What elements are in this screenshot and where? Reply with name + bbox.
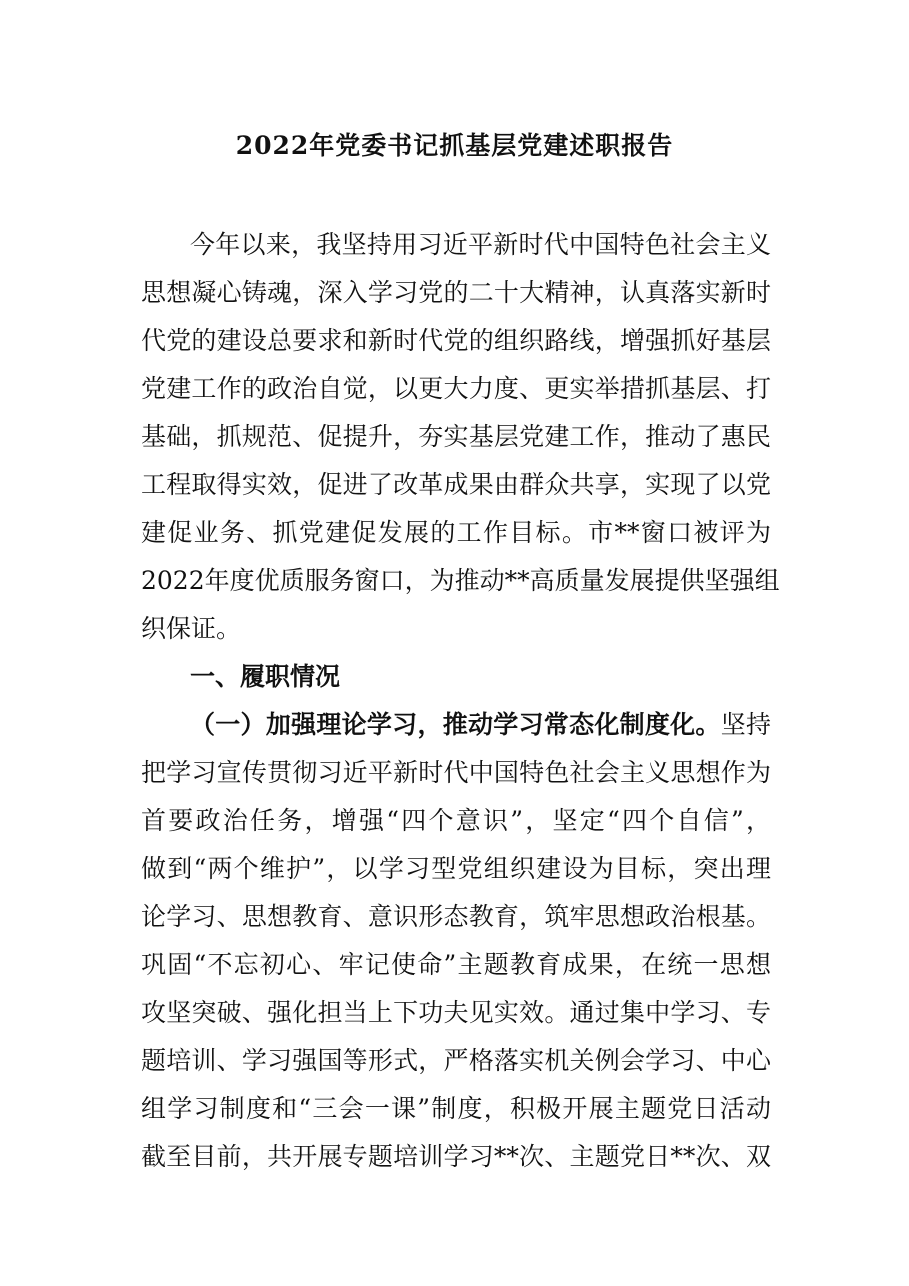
body-line: 攻坚突破、强化担当上下功夫见实效。通过集中学习、专 [141,998,771,1027]
body-line: 巩固“不忘初心、牢记使命”主题教育成果，在统一思想 [141,950,771,979]
intro-line: 思想凝心铸魂，深入学习党的二十大精神，认真落实新时 [141,278,771,307]
subsection-first-line-text: 坚持 [720,710,771,739]
document-title: 2022年党委书记抓基层党建述职报告 [235,131,674,160]
intro-line: 建促业务、抓党建促发展的工作目标。市**窗口被评为 [141,518,771,547]
body-line: 论学习、思想教育、意识形态教育，筑牢思想政治根基。 [141,902,771,931]
body-line: 截至目前，共开展专题培训学习**次、主题党日**次、双 [141,1142,771,1171]
section-heading: 一、履职情况 [190,662,341,691]
body-line: 做到“两个维护”，以学习型党组织建设为目标，突出理 [141,854,771,883]
intro-line: 代党的建设总要求和新时代党的组织路线，增强抓好基层 [141,326,771,355]
body-line: 题培训、学习强国等形式，严格落实机关例会学习、中心 [141,1046,771,1075]
subsection-heading: （一）加强理论学习，推动学习常态化制度化。 [190,710,721,739]
intro-line: 今年以来，我坚持用习近平新时代中国特色社会主义 [190,230,771,259]
intro-line: 基础，抓规范、促提升，夯实基层党建工作，推动了惠民 [141,422,771,451]
body-line: 把学习宣传贯彻习近平新时代中国特色社会主义思想作为 [141,758,771,787]
intro-line: 2022年度优质服务窗口，为推动**高质量发展提供坚强组 [141,566,780,595]
intro-line: 党建工作的政治自觉，以更大力度、更实举措抓基层、打 [141,374,771,403]
intro-line: 织保证。 [141,614,242,643]
body-line: 组学习制度和“三会一课”制度，积极开展主题党日活动 [141,1094,771,1123]
subsection-first-line [190,701,771,749]
body-line: 首要政治任务，增强“四个意识”，坚定“四个自信”， [141,806,771,835]
intro-line: 工程取得实效，促进了改革成果由群众共享，实现了以党 [141,470,771,499]
